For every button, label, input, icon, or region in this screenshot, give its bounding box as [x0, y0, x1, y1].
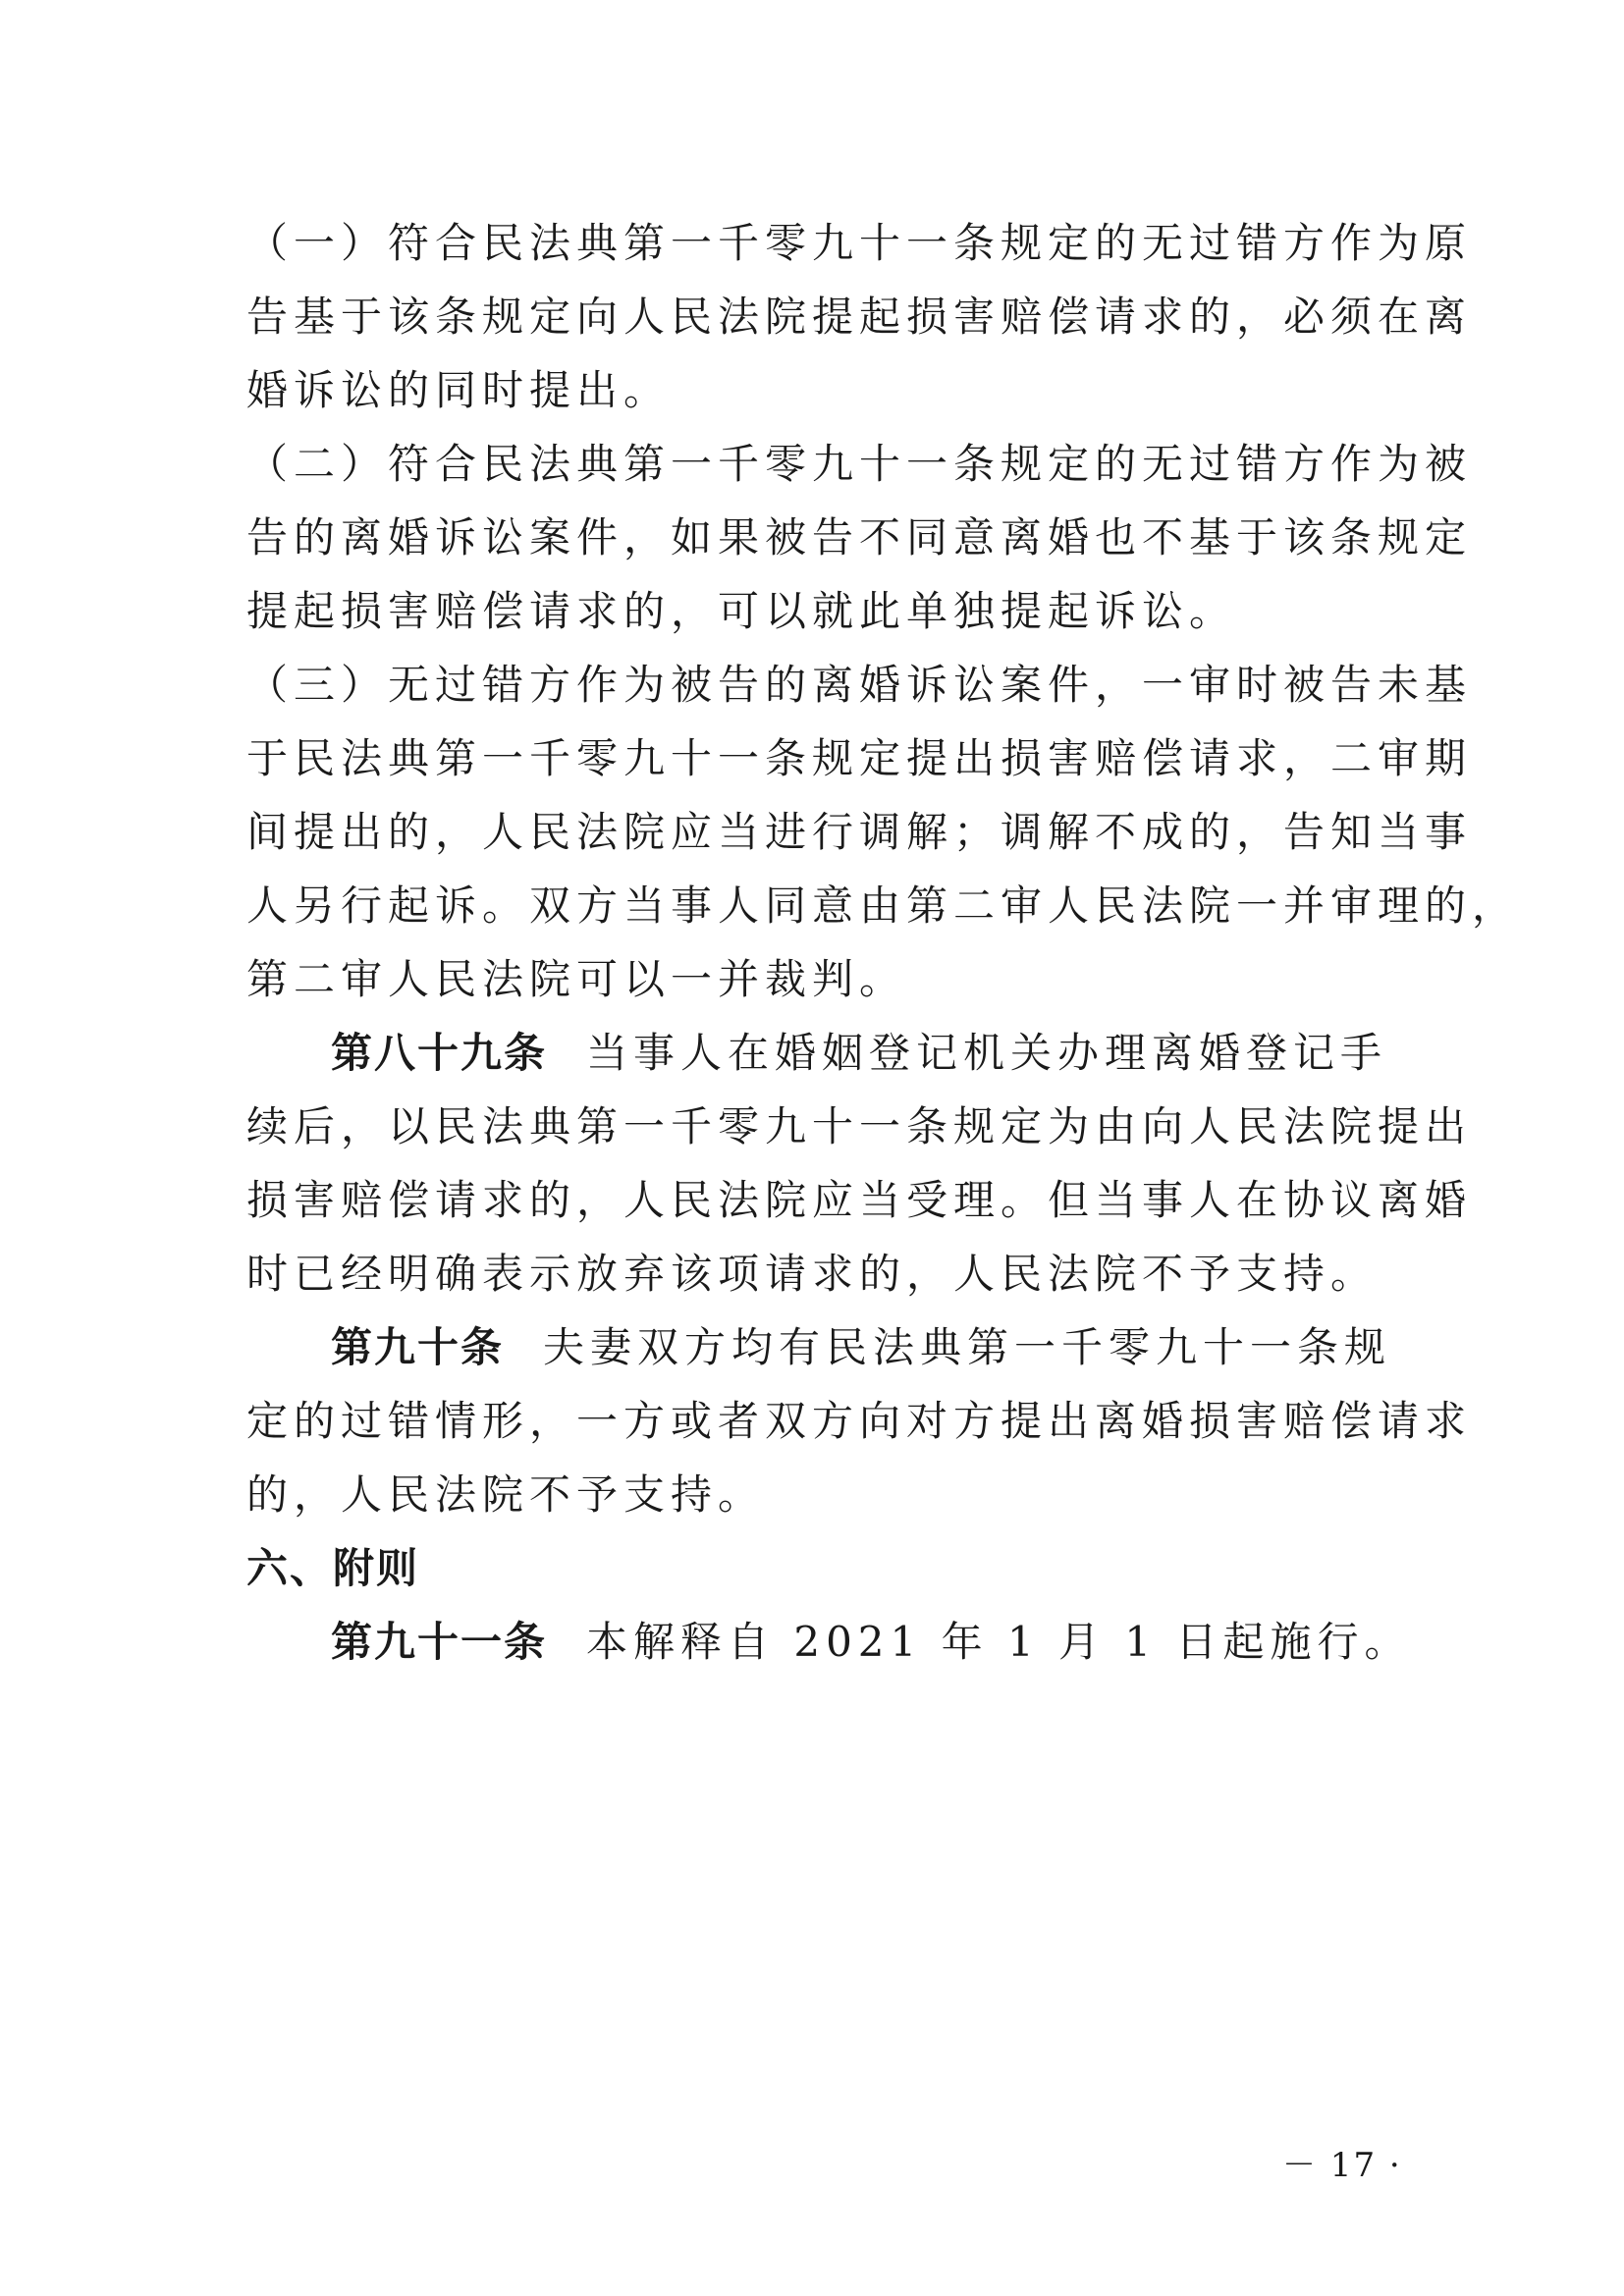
text-line: 定的过错情形，一方或者双方向对方提出离婚损害赔偿请求 [246, 1397, 1473, 1445]
text-line: 时已经明确表示放弃该项请求的，人民法院不予支持。 [246, 1250, 1379, 1298]
text-line: 人另行起诉。双方当事人同意由第二审人民法院一并审理的， [246, 881, 1520, 930]
article-text: 当事人在婚姻登记机关办理离婚登记手 [586, 1029, 1388, 1077]
text-line: （一）符合民法典第一千零九十一条规定的无过错方作为原 [246, 219, 1473, 267]
text-line: 续后，以民法典第一千零九十一条规定为由向人民法院提出 [246, 1102, 1473, 1150]
article-title: 第九十一条 [331, 1618, 548, 1666]
article-text: 本解释自 2021 年 1 月 1 日起施行。 [586, 1618, 1412, 1666]
article-text: 夫妻双方均有民法典第一千零九十一条规 [543, 1323, 1392, 1371]
text-line: （二）符合民法典第一千零九十一条规定的无过错方作为被 [246, 440, 1473, 488]
text-line: 损害赔偿请求的，人民法院应当受理。但当事人在协议离婚 [246, 1176, 1473, 1224]
text-line: 提起损害赔偿请求的，可以就此单独提起诉讼。 [246, 587, 1237, 635]
page-number: － 17 · [1282, 2146, 1402, 2185]
text-line: 婚诉讼的同时提出。 [246, 366, 672, 414]
text-line: （三）无过错方作为被告的离婚诉讼案件，一审时被告未基 [246, 661, 1473, 709]
article-90 [246, 1310, 1473, 1531]
article-first-line [246, 1310, 1392, 1384]
text-line: 间提出的，人民法院应当进行调解；调解不成的，告知当事 [246, 808, 1473, 856]
paragraph-item-3 [246, 648, 1520, 1016]
article-89 [246, 1016, 1473, 1310]
article-first-line [246, 1016, 1388, 1090]
text-line: 告的离婚诉讼案件，如果被告不同意离婚也不基于该条规定 [246, 513, 1473, 561]
article-title: 第八十九条 [331, 1029, 548, 1077]
text-line: 第二审人民法院可以一并裁判。 [246, 955, 907, 1003]
text-line: 的，人民法院不予支持。 [246, 1470, 766, 1519]
paragraph-item-1 [246, 206, 1473, 427]
paragraph-item-2 [246, 427, 1473, 648]
article-title: 第九十条 [331, 1323, 505, 1371]
text-line: 于民法典第一千零九十一条规定提出损害赔偿请求，二审期 [246, 734, 1473, 782]
article-first-line [246, 1605, 1412, 1679]
document-body [246, 206, 1520, 1679]
article-91 [246, 1605, 1412, 1679]
text-line: 告基于该条规定向人民法院提起损害赔偿请求的，必须在离 [246, 293, 1473, 341]
section-heading: 六、附则 [246, 1544, 420, 1592]
